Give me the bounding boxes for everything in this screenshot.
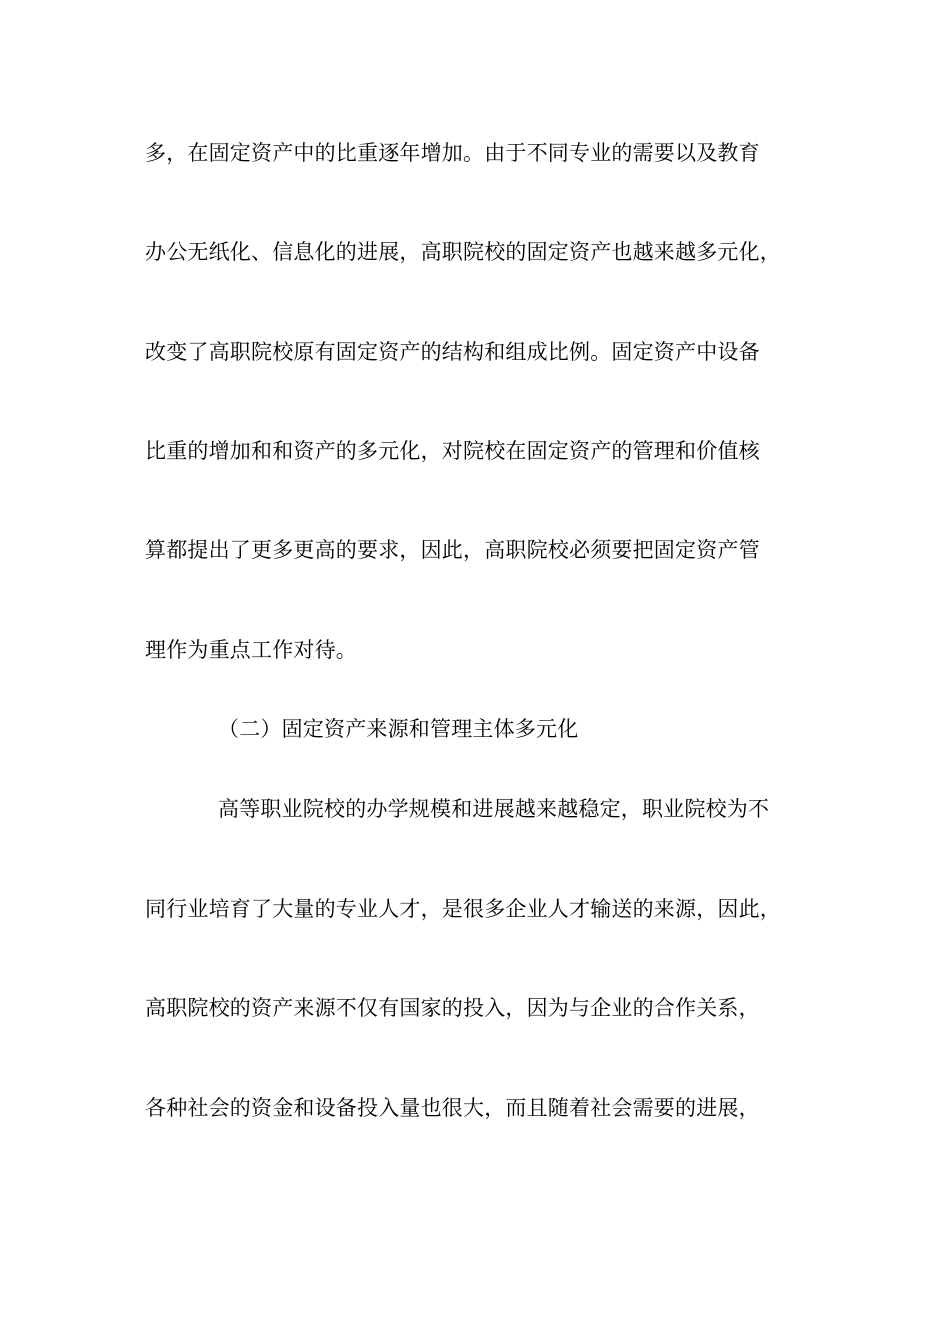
paragraph-line: 各种社会的资金和设备投入量也很大，而且随着社会需要的进展，	[145, 1096, 760, 1120]
paragraph-line: 改变了高职院校原有固定资产的结构和组成比例。固定资产中设备	[145, 340, 760, 364]
paragraph-line: 理作为重点工作对待。	[145, 638, 357, 662]
paragraph-line: 多，在固定资产中的比重逐年增加。由于不同专业的需要以及教育	[145, 141, 760, 165]
section-heading: （二）固定资产来源和管理主体多元化	[218, 717, 579, 741]
paragraph-line: 算都提出了更多更高的要求，因此，高职院校必须要把固定资产管	[145, 538, 760, 562]
paragraph-line: 高职院校的资产来源不仅有国家的投入，因为与企业的合作关系，	[145, 996, 760, 1020]
paragraph-line: 同行业培育了大量的专业人才，是很多企业人才输送的来源，因此，	[145, 897, 781, 921]
paragraph-line: 比重的增加和和资产的多元化，对院校在固定资产的管理和价值核	[145, 439, 760, 463]
paragraph-line: 办公无纸化、信息化的进展，高职院校的固定资产也越来越多元化，	[145, 240, 781, 264]
paragraph-line: 高等职业院校的办学规模和进展越来越稳定，职业院校为不	[218, 797, 770, 821]
